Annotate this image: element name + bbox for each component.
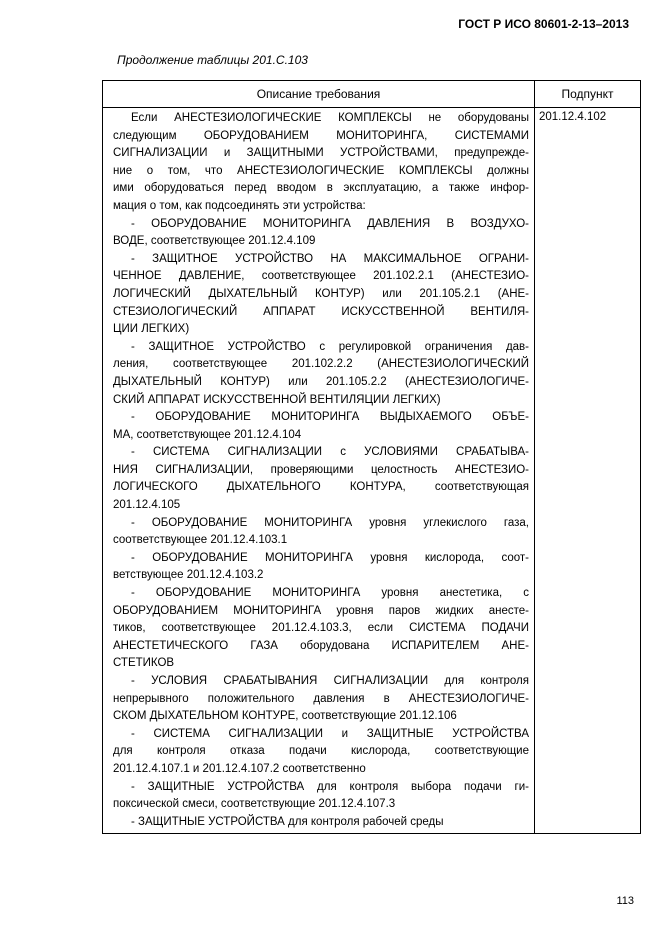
page-number: 113 xyxy=(616,895,634,907)
description-line: СКИЙ АППАРАТ ИСКУССТВЕННОЙ ВЕНТИЛЯЦИИ ЛЕГКИХ) xyxy=(113,393,441,406)
standard-code-header: ГОСТ Р ИСО 80601-2-13–2013 xyxy=(458,17,629,31)
description-line: - УСЛОВИЯ СРАБАТЫВАНИЯ СИГНАЛИЗАЦИИ для контроля xyxy=(131,675,529,687)
requirements-table xyxy=(102,80,641,834)
description-line: - ОБОРУДОВАНИЕ МОНИТОРИНГА уровня кислорода, соот- xyxy=(131,551,529,564)
description-line: Если АНЕСТЕЗИОЛОГИЧЕСКИЕ КОМПЛЕКСЫ не оборудованы xyxy=(131,112,529,124)
description-line: - ОБОРУДОВАНИЕ МОНИТОРИНГА ВЫДЫХАЕМОГО ОБЪЕ- xyxy=(131,411,529,424)
requirement-description-cell xyxy=(103,108,535,834)
table-header-row xyxy=(103,81,641,108)
column-header-description: Описание требования xyxy=(103,81,535,108)
description-line: - ОБОРУДОВАНИЕ МОНИТОРИНГА уровня анестетика, с xyxy=(131,587,529,600)
table-row xyxy=(103,108,641,834)
description-line: ЦИИ ЛЕГКИХ) xyxy=(113,323,190,336)
description-line: - ЗАЩИТНЫЕ УСТРОЙСТВА для контроля выбора подачи ги- xyxy=(131,780,529,793)
description-line: - ЗАЩИТНОЕ УСТРОЙСТВО НА МАКСИМАЛЬНОЕ ОГРАНИ- xyxy=(131,252,529,265)
subclause-cell: 201.12.4.102 xyxy=(535,108,641,834)
description-line: МА, соответствующее 201.12.4.104 xyxy=(113,428,302,441)
description-line: соответствующее 201.12.4.103.1 xyxy=(113,534,288,547)
table-continuation-caption: Продолжение таблицы 201.С.103 xyxy=(117,53,308,67)
description-line: ления, соответствующее 201.102.2.2 (АНЕСТЕЗИОЛОГИЧЕСКИЙ xyxy=(113,358,529,371)
description-line: 201.12.4.105 xyxy=(113,499,181,512)
description-line: - ЗАЩИТНОЕ УСТРОЙСТВО с регулировкой ограничения дав- xyxy=(131,340,529,353)
description-line: ВОДЕ, соответствующее 201.12.4.109 xyxy=(113,235,316,248)
description-line: - СИСТЕМА СИГНАЛИЗАЦИИ и ЗАЩИТНЫЕ УСТРОЙСТВА xyxy=(131,727,529,740)
description-line: - СИСТЕМА СИГНАЛИЗАЦИИ с УСЛОВИЯМИ СРАБАТЫВА- xyxy=(131,446,529,459)
description-line: - ЗАЩИТНЫЕ УСТРОЙСТВА для контроля рабочей среды xyxy=(131,815,444,828)
description-line: ЧЕННОЕ ДАВЛЕНИЕ, соответствующее 201.102.2.1 (АНЕСТЕЗИО- xyxy=(113,270,529,283)
description-line: СИГНАЛИЗАЦИИ и ЗАЩИТНЫМИ УСТРОЙСТВАМИ, предупрежде- xyxy=(113,147,529,160)
description-line: мация о том, как подсоединять эти устройства: xyxy=(113,199,366,212)
description-line: - ОБОРУДОВАНИЕ МОНИТОРИНГА уровня углекислого газа, xyxy=(131,516,529,529)
description-line: для контроля отказа подачи кислорода, соответствующие xyxy=(113,745,529,758)
description-line: СКОМ ДЫХАТЕЛЬНОМ КОНТУРЕ, соответствующие 201.12.106 xyxy=(113,710,457,723)
description-line: следующим ОБОРУДОВАНИЕМ МОНИТОРИНГА, СИСТЕМАМИ xyxy=(113,129,529,142)
description-line: АНЕСТЕТИЧЕСКОГО ГАЗА оборудована ИСПАРИТЕЛЕМ АНЕ- xyxy=(113,639,529,652)
description-line: непрерывного положительного давления в АНЕСТЕЗИОЛОГИЧЕ- xyxy=(113,692,529,705)
description-line: НИЯ СИГНАЛИЗАЦИИ, проверяющими целостность АНЕСТЕЗИО- xyxy=(113,463,529,476)
description-line: ДЫХАТЕЛЬНЫЙ КОНТУР) или 201.105.2.2 (АНЕСТЕЗИОЛОГИЧЕ- xyxy=(113,375,529,388)
description-line: поксической смеси, соответствующие 201.12.4.107.3 xyxy=(113,798,396,811)
description-line: СТЕЗИОЛОГИЧЕСКИЙ АППАРАТ ИСКУССТВЕННОЙ ВЕНТИЛЯ- xyxy=(113,305,529,318)
description-line: ЛОГИЧЕСКИЙ ДЫХАТЕЛЬНЫЙ КОНТУР) или 201.105.2.1 (АНЕ- xyxy=(113,287,529,300)
description-line: 201.12.4.107.1 и 201.12.4.107.2 соответственно xyxy=(113,762,366,775)
description-line: тиков, соответствующее 201.12.4.103.3, если СИСТЕМА ПОДАЧИ xyxy=(113,622,529,635)
description-line: СТЕТИКОВ xyxy=(113,657,175,670)
description-line: ние о том, что АНЕСТЕЗИОЛОГИЧЕСКИЕ КОМПЛЕКСЫ должны xyxy=(113,164,529,177)
description-line: ветствующее 201.12.4.103.2 xyxy=(113,569,264,582)
column-header-subclause: Подпункт xyxy=(535,81,641,108)
description-line: ЛОГИЧЕСКОГО ДЫХАТЕЛЬНОГО КОНТУРА, соответствующая xyxy=(113,481,529,494)
description-line: - ОБОРУДОВАНИЕ МОНИТОРИНГА ДАВЛЕНИЯ В ВОЗДУХО- xyxy=(131,217,529,230)
description-line: ОБОРУДОВАНИЕМ МОНИТОРИНГА уровня паров жидких анесте- xyxy=(113,604,529,617)
description-line: ими оборудоваться перед вводом в эксплуатацию, а также инфор- xyxy=(113,182,529,195)
